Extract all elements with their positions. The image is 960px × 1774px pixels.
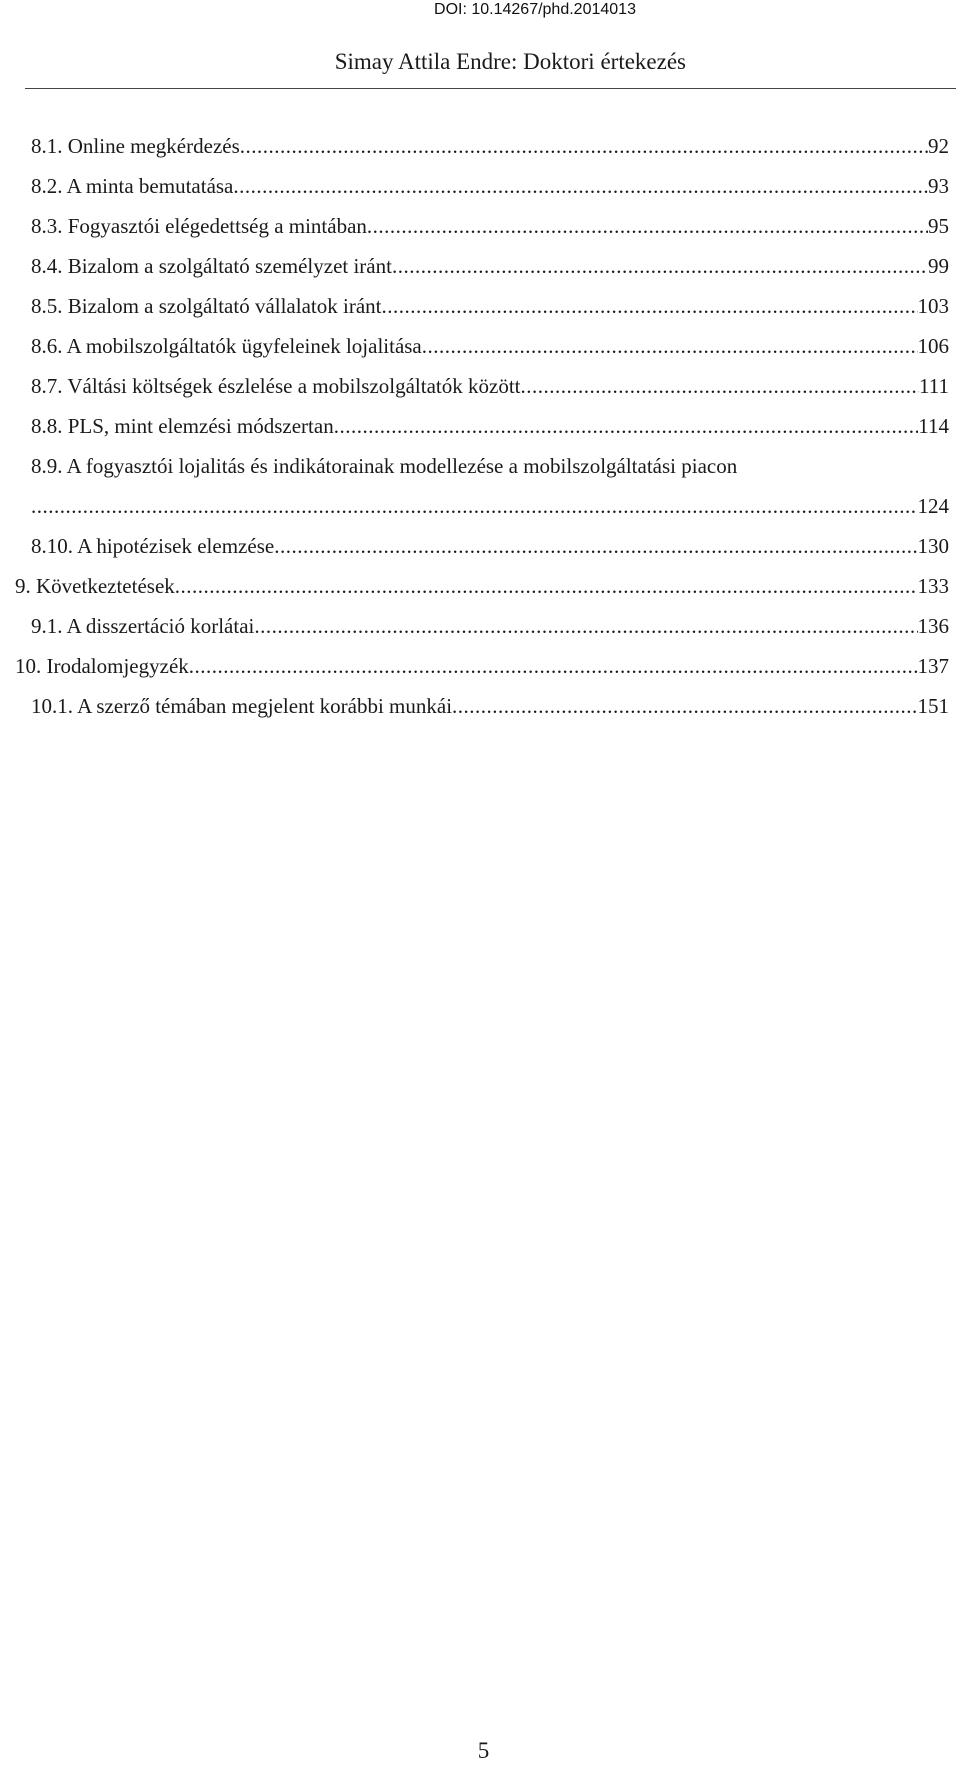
toc-entry[interactable] bbox=[31, 166, 949, 206]
page-number: 5 bbox=[477, 1738, 490, 1763]
toc-page-number: 137 bbox=[917, 654, 949, 678]
toc-entry[interactable] bbox=[15, 646, 949, 686]
toc-entry-label: 10. Irodalomjegyzék bbox=[15, 654, 189, 678]
toc-entry[interactable] bbox=[31, 366, 949, 406]
header-divider bbox=[25, 88, 956, 89]
toc-dot-leader bbox=[233, 166, 928, 206]
toc-dot-leader bbox=[381, 286, 917, 326]
toc-page-number: 130 bbox=[917, 534, 949, 558]
toc-page-number: 136 bbox=[917, 614, 949, 638]
toc-page-number: 151 bbox=[917, 694, 949, 718]
toc-dot-leader bbox=[189, 646, 918, 686]
toc-page-number: 93 bbox=[928, 174, 949, 198]
toc-entry-label: 8.4. Bizalom a szolgáltató személyzet iránt bbox=[31, 254, 392, 278]
toc-dot-leader bbox=[31, 486, 918, 526]
toc-page-number: 103 bbox=[917, 294, 949, 318]
toc-dot-leader bbox=[254, 606, 917, 646]
toc-entry-label: 8.3. Fogyasztói elégedettség a mintában bbox=[31, 214, 367, 238]
toc-entry-label: 8.2. A minta bemutatása bbox=[31, 174, 234, 198]
toc-entry-label: 9. Következtetések bbox=[15, 574, 175, 598]
toc-entry[interactable] bbox=[31, 606, 949, 646]
toc-entry[interactable] bbox=[31, 406, 949, 446]
toc-entry-label: 8.10. A hipotézisek elemzése bbox=[31, 534, 275, 558]
toc-dot-leader bbox=[334, 406, 919, 446]
toc-entry[interactable] bbox=[31, 326, 949, 366]
toc-entry-wrapped-first-line[interactable] bbox=[31, 446, 949, 486]
toc-entry-label: 8.5. Bizalom a szolgáltató vállalatok iránt bbox=[31, 294, 382, 318]
doi-header: DOI: 10.14267/phd.2014013 bbox=[434, 1, 636, 18]
toc-dot-leader bbox=[392, 246, 928, 286]
toc-dot-leader bbox=[521, 366, 920, 406]
toc-page-number: 106 bbox=[917, 334, 949, 358]
toc-page-number: 133 bbox=[917, 574, 949, 598]
toc-page-number: 95 bbox=[928, 214, 949, 238]
toc-dot-leader bbox=[274, 526, 917, 566]
toc-entry-label: 8.8. PLS, mint elemzési módszertan bbox=[31, 414, 334, 438]
toc-dot-leader bbox=[367, 206, 928, 246]
table-of-contents bbox=[15, 126, 949, 726]
toc-entry-label: 10.1. A szerző témában megjelent korábbi munkái bbox=[31, 694, 453, 718]
toc-entry[interactable] bbox=[15, 566, 949, 606]
toc-dot-leader bbox=[422, 326, 918, 366]
toc-page-number: 111 bbox=[919, 374, 949, 398]
toc-page-number: 114 bbox=[918, 414, 949, 438]
document-header-title: Simay Attila Endre: Doktori értekezés bbox=[334, 49, 686, 74]
toc-entry[interactable] bbox=[31, 526, 949, 566]
toc-page-number: 124 bbox=[917, 494, 949, 518]
toc-page-number: 99 bbox=[928, 254, 949, 278]
toc-page-number: 92 bbox=[928, 134, 949, 158]
toc-entry-label: 8.6. A mobilszolgáltatók ügyfeleinek lojalitása bbox=[31, 334, 422, 358]
toc-entry-label: 8.7. Váltási költségek észlelése a mobilszolgáltatók között bbox=[31, 374, 521, 398]
toc-entry[interactable] bbox=[31, 686, 949, 726]
toc-entry[interactable] bbox=[31, 206, 949, 246]
toc-dot-leader bbox=[240, 126, 928, 166]
toc-entry[interactable] bbox=[31, 286, 949, 326]
toc-entry[interactable] bbox=[31, 246, 949, 286]
toc-entry-wrapped-second-line[interactable] bbox=[31, 486, 949, 526]
toc-entry-label: 9.1. A disszertáció korlátai bbox=[31, 614, 255, 638]
toc-dot-leader bbox=[175, 566, 918, 606]
toc-entry-label: 8.9. A fogyasztói lojalitás és indikátorainak modellezése a mobilszolgáltatási piacon bbox=[31, 454, 738, 478]
toc-dot-leader bbox=[452, 686, 917, 726]
toc-entry-label: 8.1. Online megkérdezés bbox=[31, 134, 240, 158]
toc-entry[interactable] bbox=[31, 126, 949, 166]
